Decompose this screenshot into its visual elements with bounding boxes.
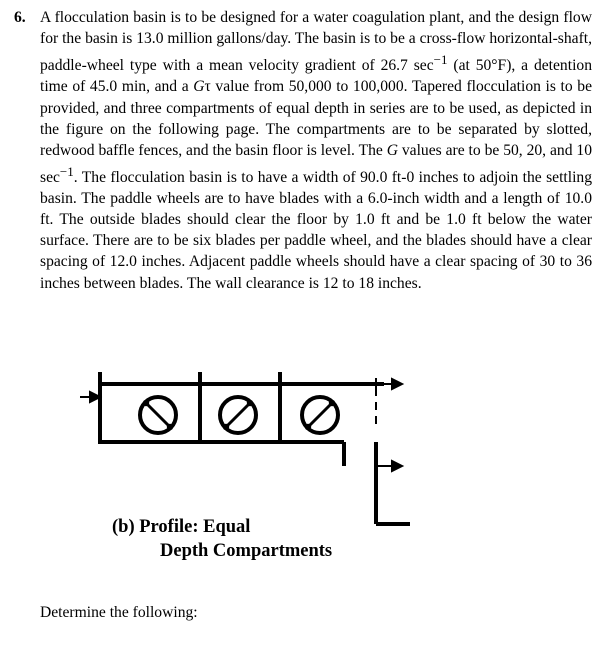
instruction-text: Determine the following:	[40, 604, 198, 621]
exponent-2: −1	[59, 163, 74, 179]
profile-figure	[80, 362, 420, 582]
problem-text-part-2: (at 50°F), a detention time of 45.0 min, and a	[40, 57, 592, 96]
tau-symbol: τ	[204, 78, 211, 96]
problem-number: 6.	[14, 9, 26, 26]
problem-statement	[14, 7, 592, 294]
figure-caption-line-1: (b) Profile: Equal	[112, 517, 251, 537]
problem-text	[40, 7, 592, 294]
g-symbol-2: G	[386, 141, 398, 159]
paddle-wheel-2	[220, 397, 256, 433]
flow-arrows	[80, 379, 402, 471]
problem-text-part-4: values are to be 50, 20, and 10 sec	[40, 141, 592, 187]
figure-caption-line-2: Depth Compartments	[160, 541, 333, 561]
paddle-wheel-1	[140, 397, 176, 433]
exponent-1: −1	[433, 52, 448, 68]
basin-outline	[100, 372, 410, 524]
problem-text-part-5: . The flocculation basin is to have a width of 90.0 ft-0 inches to adjoin the settling basin. The paddle wheels are to have blades with a 6.0-inch width and a length of 10.0 ft. The outside blades should clear the floor by 1.0 ft and be 1.0 ft below the water surface. There are to be six blades per paddle wheel, and the blades should have a clear spacing of 12.0 inches. Adjacent paddle wheels should have a clear spacing of 30 to 36 inches between blades. The wall clearance is 12 to 18 inches.	[40, 169, 592, 292]
paddle-wheel-3	[302, 397, 338, 433]
problem-text-part-1: A flocculation basin is to be designed for a water coagulation plant, and the design flow for the basin is 13.0 million gallons/day. The basin is to be a cross-flow horizontal-shaft, paddle-wheel type with a mean velocity gradient of 26.7 sec	[40, 9, 592, 75]
paddle-wheels	[140, 397, 338, 433]
problem-text-part-3: value from 50,000 to 100,000. Tapered flocculation is to be provided, and three compartments of equal depth in series are to be used, as depicted in the figure on the following page. The compartments are to be separated by slotted, redwood baffle fences, and the basin floor is level. The	[40, 78, 592, 159]
g-symbol: G	[193, 78, 205, 96]
